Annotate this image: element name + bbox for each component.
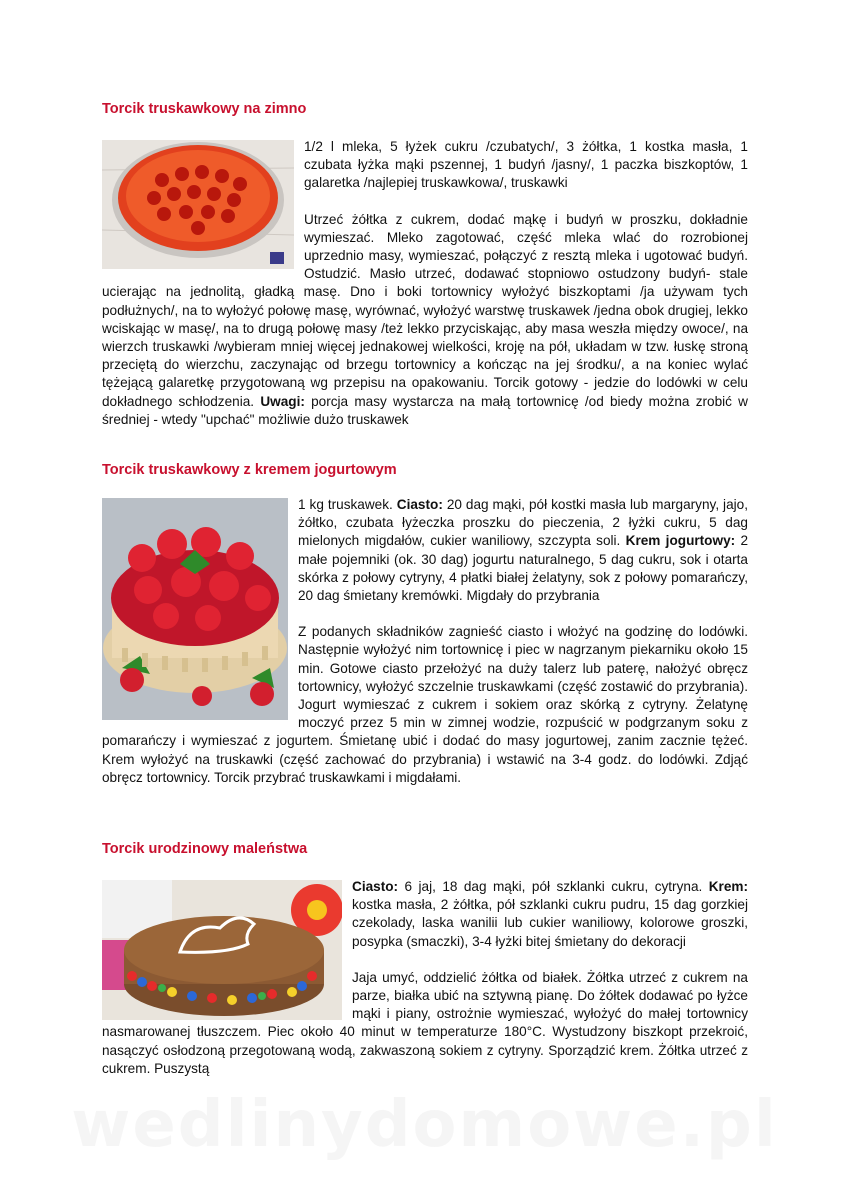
recipe-3-body	[102, 878, 748, 1078]
watermark: wedlinydomowe.pl	[71, 1088, 778, 1162]
recipe-3-cream: kostka masła, 2 żółtka, pół szklanki cukru pudru, 15 dag gorzkiej czekolady, laska wanilii lub cukier waniliowy, kolorowe groszki, posypka (smaczki), 3-4 łyżki bitej śmietany do dekoracji	[352, 897, 748, 949]
recipe-1-title: Torcik truskawkowy na zimno	[102, 101, 307, 117]
recipe-3-title: Torcik urodzinowy maleństwa	[102, 841, 308, 857]
recipe-1-note: porcja masy wystarcza na małą tortownicę /od biedy można zrobić w średniej - wtedy "upchać" możliwie dużo truskawek	[102, 393, 748, 427]
recipe-1-instructions: Utrzeć żółtka z cukrem, dodać mąkę i budyń w proszku, dokładnie wymieszać. Mleko zagotować, część mleka wlać do rozrobionej uprzednio masy, wymieszać, połączyć z resztą mleka i ugotować budyń. Ostudzić. Masło utrzeć, dodawać stopniowo ostudzony budyń- stale ucierając na jednolitą, gładką masę. Dno i boki tortownicy wyłożyć biszkoptami /ja używam tych podłużnych/, na to wyłożyć połowę masę, wyrównać, wyłożyć warstwę truskawek /jedna obok drugiej, lekko wciskając w masę/, na to drugą połowę masy /też lekko przyciskając, aby masa weszła między owoce/, na wierzch truskawki /wybieram mniej więcej jednakowej wielkości, kroję na pół, układam w tzw. łuskę stroną przeciętą do wierzchu, zaczynając od brzegu tortownicy a kończąc na jej środku/, a na koniec wylać tężejącą galaretkę przygotowaną wg przepisu na opakowaniu. Torcik gotowy - jedzie do lodówki w celu dokładnego schłodzenia. Uwagi: porcja masy wystarcza na małą tortownicę /od biedy można zrobić w średniej - wtedy "upchać" możliwie dużo truskawek	[102, 211, 748, 427]
recipe-1-body	[102, 138, 748, 429]
recipe-2-dough: 20 dag mąki, pół kostki masła lub margaryny, jajo, żółtko, czubata łyżeczka proszku do pieczenia, 2 łyżki cukru, 5 dag mielonych migdałów, cukier waniliowy, szczypta soli.	[298, 497, 748, 549]
recipe-2-title: Torcik truskawkowy z kremem jogurtowym	[102, 462, 397, 478]
recipe-2-cream-label: Krem jogurtowy:	[625, 533, 736, 549]
recipe-2-instructions: Z podanych składników zagnieść ciasto i włożyć na godzinę do lodówki. Następnie wyłożyć nim tortownicę i piec w nagrzanym piekarniku około 15 min. Gotowe ciasto przełożyć na duży talerz lub paterę, nałożyć obręcz tortownicy, wyłożyć szczelnie truskawkami (część zostawić do przybrania). Jogurt wymieszać z cukrem i sokiem oraz skórką z cytryny. Żelatynę moczyć przez 5 min w zimnej wodzie, rozpuścić w podgrzanym soku z pomarańczy i wymieszać z jogurtem. Śmietanę ubić i dodać do masy jogurtowej, zanim zacznie tężeć. Krem wyłożyć na truskawki (część zachować do przybrania) i wstawić na 3-4 godz. do lodówki. Zdjąć obręcz tortownicy. Torcik przybrać truskawkami i migdałami.	[102, 624, 748, 785]
recipe-3-dough-label: Ciasto:	[352, 879, 399, 894]
recipe-1-ingredients: 1/2 l mleka, 5 łyżek cukru /czubatych/, 3 żółtka, 1 kostka masła, 1 czubata łyżka mąki pszennej, 1 budyń /jasny/, 1 paczka biszkoptów, 1 galaretka /najlepiej truskawkowa/, truskawki	[304, 139, 748, 191]
recipe-2-cream: 2 małe pojemniki (ok. 30 dag) jogurtu naturalnego, 5 dag cukru, sok i otarta skórka z połowy cytryny, 4 płatki białej żelatyny, sok z połowy pomarańczy, 20 dag śmietany kremówki. Migdały do przybrania	[298, 533, 749, 604]
recipe-3-instructions: Jaja umyć, oddzielić żółtka od białek. Żółtka utrzeć z cukrem na parze, białka ubić na sztywną pianę. Do żółtek dodawać po łyżce mąki i piany, ostrożnie wymieszać, wyłożyć do małej tortownicy nasmarowanej tłuszczem. Piec około 40 minut w temperaturze 180°C. Wystudzony biszkopt przekroić, nasączyć osłodzoną przegotowaną wodą, zakwaszoną sokiem z cytryny. Sporządzić krem. Żółtka utrzeć z cukrem. Puszystą	[102, 969, 748, 1076]
recipe-3-photo	[102, 880, 342, 1020]
recipe-2-photo	[102, 498, 288, 720]
recipe-2-ingredients: 1 kg truskawek. Ciasto: 20 dag mąki, pół kostki masła lub margaryny, jajo, żółtko, czubata łyżeczka proszku do pieczenia, 2 łyżki cukru, 5 dag mielonych migdałów, cukier waniliowy, szczypta soli. Krem jogurtowy: 2 małe pojemniki (ok. 30 dag) jogurtu naturalnego, 5 dag cukru, sok i otarta skórka z połowy cytryny, 4 płatki białej żelatyny, sok z połowy pomarańczy, 20 dag śmietany kremówki. Migdały do przybrania	[298, 497, 749, 604]
recipe-1-note-label: Uwagi:	[260, 393, 305, 409]
recipe-3-dough: 6 jaj, 18 dag mąki, pół szklanki cukru, cytryna.	[404, 879, 703, 894]
recipe-3-cream-label: Krem:	[708, 879, 748, 894]
recipe-2-dough-label: Ciasto:	[396, 497, 443, 512]
recipe-1-photo	[102, 140, 294, 269]
recipe-2-body	[102, 496, 748, 787]
